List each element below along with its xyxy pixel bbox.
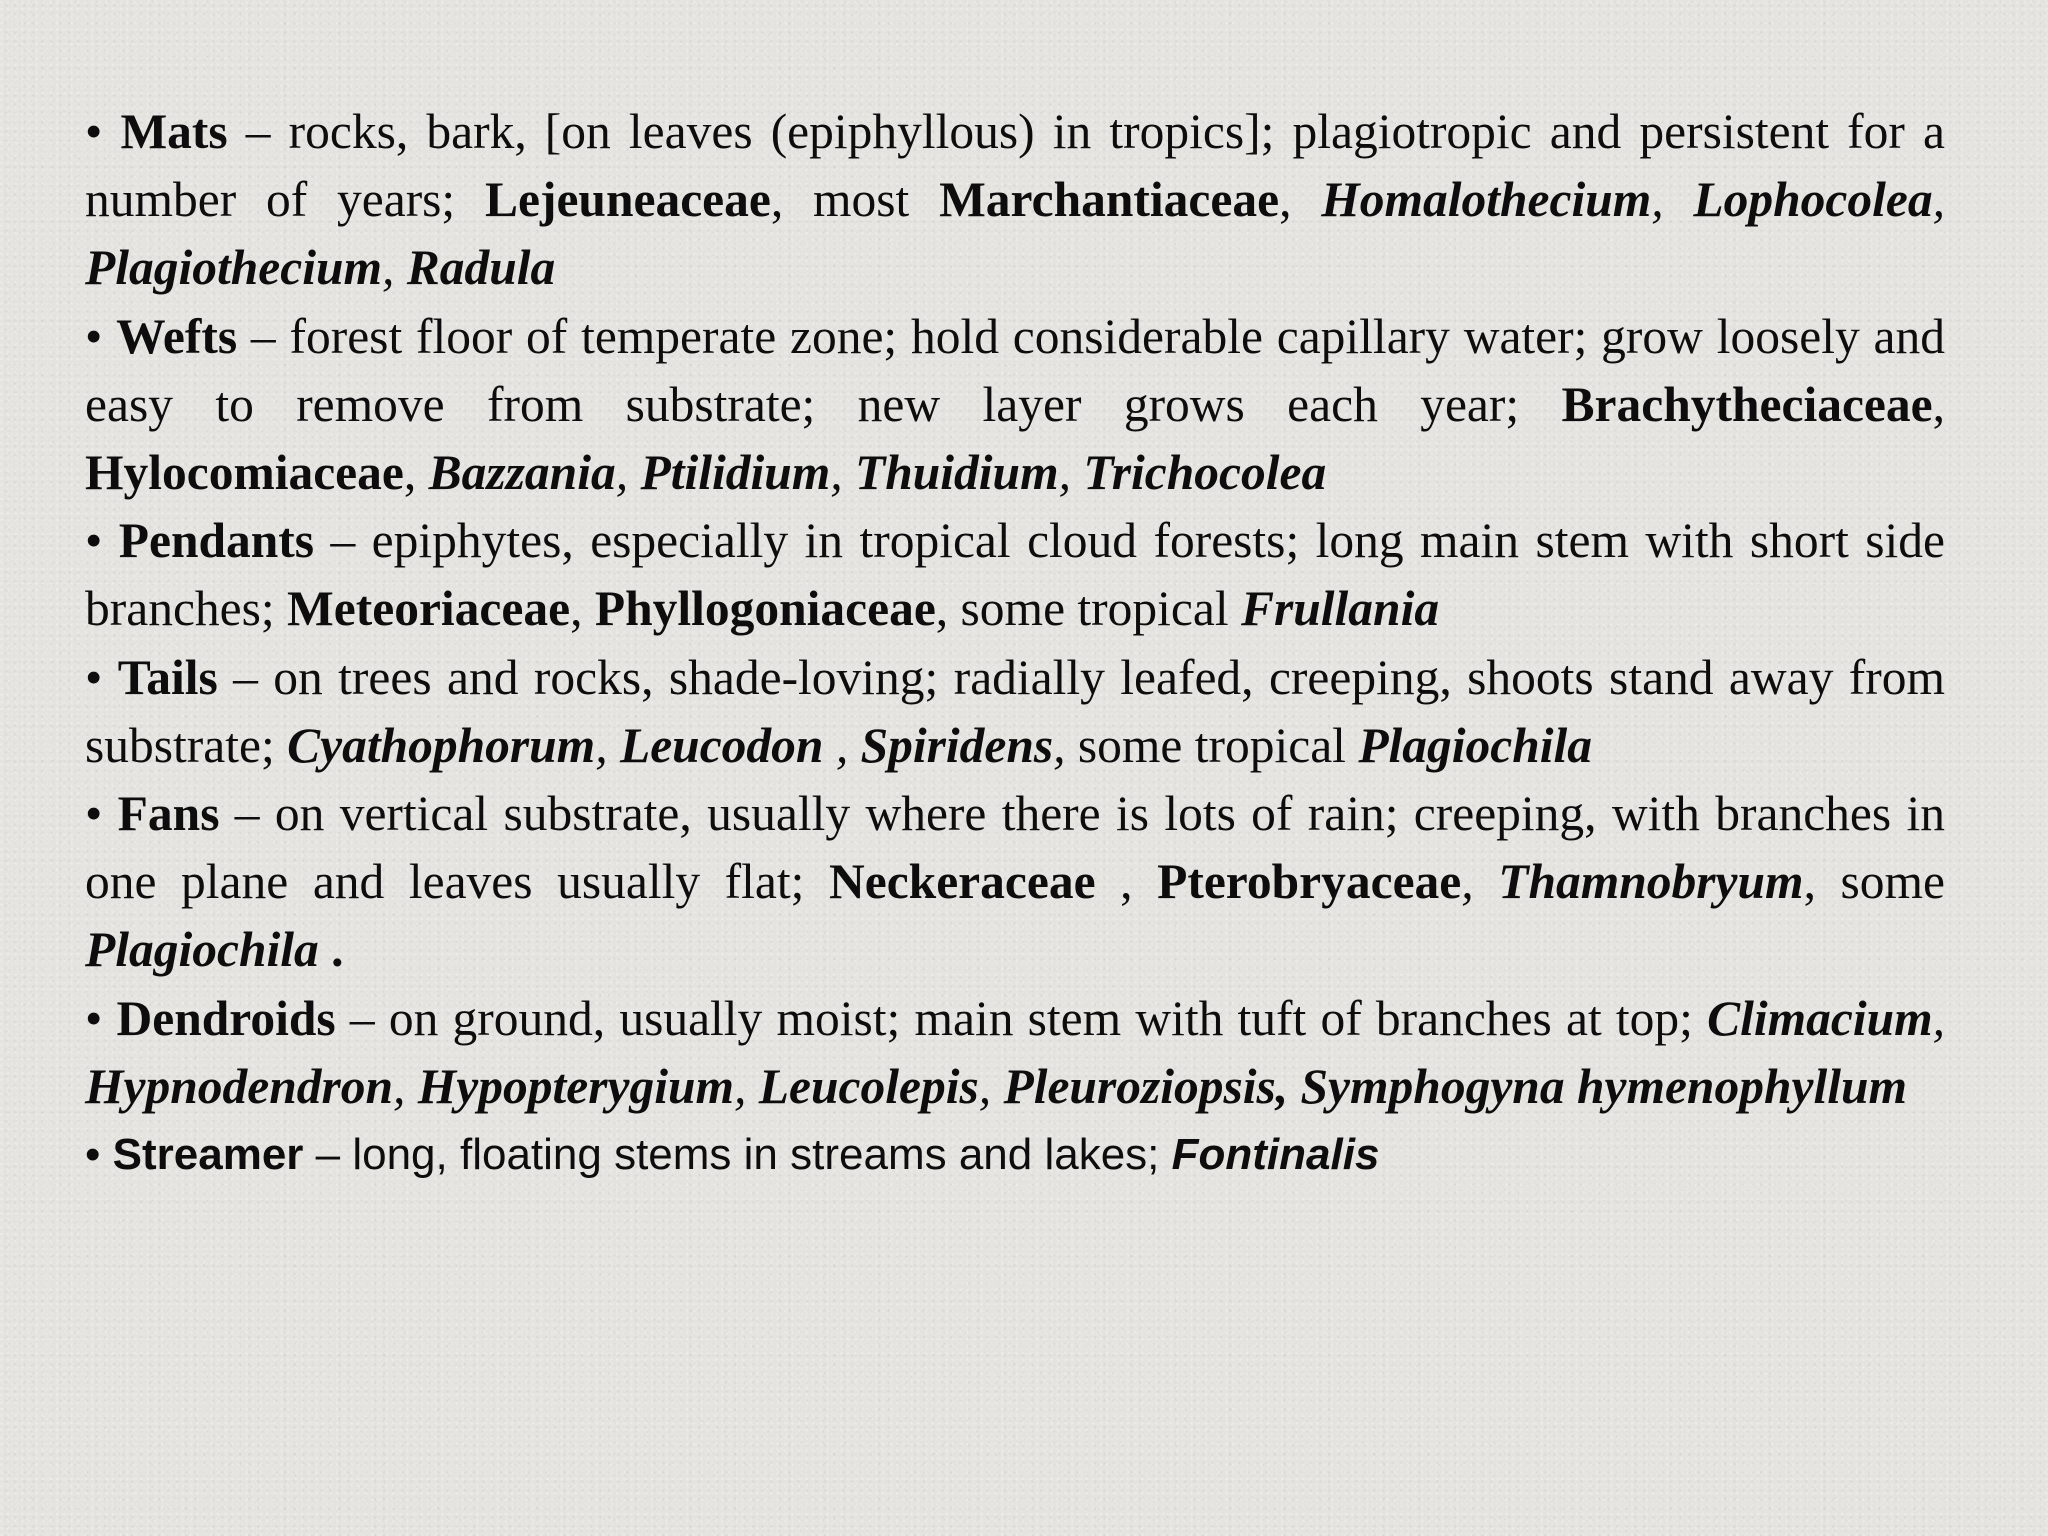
growth-form-streamer [85, 1121, 1945, 1189]
text-run: – long, floating stems in streams and lakes; [303, 1130, 1172, 1180]
text-run: Radula [406, 240, 556, 296]
text-run: , [382, 240, 407, 296]
text-run: , some [1803, 854, 1946, 910]
text-run: Plagiothecium [85, 240, 382, 296]
text-run: Wefts [116, 308, 238, 364]
text-run: , [1053, 717, 1078, 773]
text-run: – forest floor of temperate zone; hold considerable capillary water; grow loosely and easy to remove from substrate; new layer grows each year; [85, 308, 1945, 432]
text-run: Neckeraceae [828, 854, 1096, 910]
text-run: , most [770, 172, 940, 228]
text-run: Frullania [1240, 581, 1440, 637]
text-run: , [1095, 854, 1158, 910]
text-run: Pterobryaceae [1157, 854, 1462, 910]
text-run: , [615, 445, 641, 501]
text-run: , [1932, 990, 1945, 1046]
text-run: Leucolepis [758, 1058, 979, 1114]
growth-form-tails [85, 644, 1945, 780]
growth-form-dendroids [85, 985, 1945, 1121]
text-run: , [1058, 445, 1084, 501]
text-run: • [85, 308, 117, 364]
growth-form-wefts [85, 303, 1945, 508]
text-run: Hypnodendron [85, 1058, 394, 1114]
text-run: Symphogyna hymenophyllum [1300, 1058, 1907, 1114]
text-run: Spiridens [860, 717, 1054, 773]
text-run: Streamer [112, 1130, 304, 1180]
text-run: – rocks, bark, [on leaves (epiphyllous) in tropics]; plagiotropic and persistent for a number of years; [85, 104, 1945, 228]
text-run: , [1461, 854, 1499, 910]
text-run: , [393, 1058, 418, 1114]
text-run: Trichocolea [1083, 445, 1327, 501]
text-run: Leucodon [619, 717, 824, 773]
growth-form-pendants [85, 507, 1945, 643]
text-run: , some tropical [935, 581, 1241, 637]
text-run: some tropical [1077, 717, 1359, 773]
text-run: • [85, 990, 117, 1046]
text-run: , [595, 717, 620, 773]
text-run: , [978, 1058, 1004, 1114]
text-run: Fontinalis [1171, 1130, 1380, 1180]
text-run: Tails [117, 649, 218, 705]
text-run: • [85, 786, 118, 842]
text-run: Lejeuneaceae [484, 172, 771, 228]
text-run: , [1275, 1058, 1301, 1114]
text-run: Thuidium [855, 445, 1059, 501]
slide-body [85, 98, 1945, 1189]
text-run: • [85, 104, 121, 159]
text-run: Bazzania [428, 445, 616, 501]
text-run: Phyllogoniaceae [594, 581, 936, 637]
text-run: – on vertical substrate, usually where there is lots of rain; creeping, with branches in one plane and leaves usually flat; [85, 786, 1945, 910]
text-run: Hypopterygium [417, 1058, 735, 1114]
text-run: Dendroids [116, 990, 336, 1046]
text-run: . [318, 922, 344, 978]
growth-form-fans [85, 780, 1945, 985]
text-run: Lophocolea [1693, 172, 1933, 228]
text-run: , [1932, 376, 1945, 432]
text-run: Plagiochila [1358, 717, 1593, 773]
text-run: Pleuroziopsis [1003, 1058, 1276, 1114]
text-run: Ptilidium [640, 445, 831, 501]
text-run: – on trees and rocks, shade-loving; radially leafed, creeping, shoots stand away from substrate; [85, 649, 1945, 773]
text-run: Meteoriaceae [287, 581, 571, 637]
text-run: Homalothecium [1321, 172, 1652, 228]
text-run: , [1932, 172, 1945, 228]
text-run: , [1651, 172, 1694, 228]
text-run: • [85, 513, 119, 569]
text-run: , [734, 1058, 759, 1114]
text-run: Marchantiaceae [939, 172, 1280, 228]
text-run: Brachytheciaceae [1561, 376, 1933, 432]
growth-form-mats [85, 98, 1945, 303]
text-run: Cyathophorum [287, 717, 596, 773]
text-run: , [570, 581, 595, 637]
text-run: – on ground, usually moist; main stem with tuft of branches at top; [335, 990, 1708, 1046]
text-run: Fans [117, 786, 220, 842]
text-run: , [823, 717, 861, 773]
text-run: , [403, 445, 429, 501]
text-run: Mats [120, 104, 228, 159]
text-run: Pendants [118, 513, 315, 569]
text-run: , [830, 445, 855, 501]
text-run: Plagiochila [85, 922, 319, 978]
text-run: Hylocomiaceae [85, 445, 404, 501]
text-run: – epiphytes, especially in tropical cloud forests; long main stem with short side branches; [85, 513, 1945, 637]
text-run: • [85, 649, 118, 705]
text-run: • [85, 1130, 113, 1180]
text-run: , [1279, 172, 1322, 228]
text-run: Thamnobryum [1498, 854, 1804, 910]
text-run: Climacium [1707, 990, 1933, 1046]
